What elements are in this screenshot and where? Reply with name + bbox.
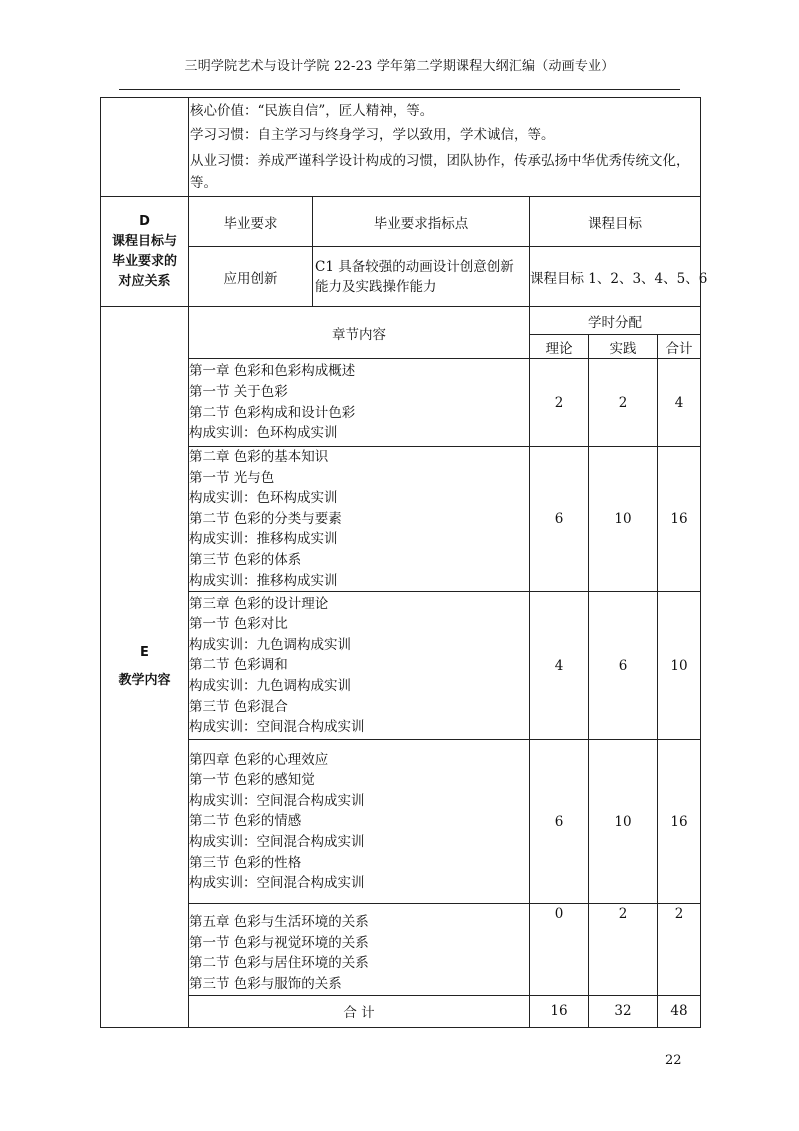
indicator-text: C1 具备较强的动画设计创意创新能力及实践操作能力: [315, 258, 514, 295]
chapter-line: 第二章 色彩的基本知识: [189, 449, 329, 465]
goals-cell: [530, 247, 708, 307]
chapter-content: [189, 592, 530, 740]
chapter-line: 第二节 色彩的情感: [189, 813, 302, 830]
chapter-line: 构成实训：空间混合构成实训: [189, 719, 365, 736]
value-line: 从业习惯：养成严谨科学设计构成的习惯，团队协作，传承弘扬中华优秀传统文化，等。: [190, 153, 690, 191]
chapter-line: 第二节 色彩的分类与要素: [189, 510, 342, 527]
total-header: 合计: [658, 335, 701, 359]
section-d-label-line: 课程目标与: [111, 233, 177, 249]
total-hours: 4: [658, 359, 701, 447]
indicator-cell: [313, 247, 530, 307]
chapter-line: 第三节 色彩的体系: [189, 551, 302, 568]
practice-hours: 10: [589, 447, 658, 592]
chapter-line: 第三章 色彩的设计理论: [189, 595, 329, 612]
total-practice: 32: [589, 995, 658, 1027]
page-header: 三明学院艺术与设计学院 22-23 学年第二学期课程大纲汇编（动画专业）: [184, 59, 615, 74]
total-theory: 16: [530, 995, 589, 1027]
value-line: 学习习惯：自主学习与终身学习，学以致用，学术诚信，等。: [190, 127, 555, 143]
theory-hours: 6: [530, 740, 589, 904]
requirement-cell: 应用创新: [189, 247, 313, 307]
hours-header: 学时分配: [530, 307, 701, 335]
chapter-line: 第二节 色彩构成和设计色彩: [189, 404, 356, 421]
chapter-line: 构成实训：色环构成实训: [189, 490, 338, 507]
total-hours: 10: [658, 592, 701, 740]
col-header-requirement: 毕业要求: [189, 197, 313, 247]
chapter-content: [189, 359, 530, 447]
chapter-row: [101, 447, 701, 592]
section-d-label-line: 毕业要求的: [111, 253, 177, 269]
chapter-row: [101, 592, 701, 740]
theory-hours: 4: [530, 592, 589, 740]
chapter-line: 第一节 色彩的感知觉: [189, 772, 315, 789]
total-label: 合 计: [189, 995, 530, 1027]
section-e-label-text: 教学内容: [118, 672, 171, 688]
chapter-line: 第四章 色彩的心理效应: [189, 751, 329, 768]
theory-hours: 2: [530, 359, 589, 447]
chapter-line: 构成实训：色环构成实训: [189, 425, 338, 442]
section-e-label: [101, 307, 189, 1028]
chapter-line: 第二节 色彩调和: [189, 657, 288, 674]
chapter-content: [189, 904, 530, 995]
section-d-label-line: 对应关系: [118, 273, 171, 289]
chapter-line: 构成实训：空间混合构成实训: [189, 875, 365, 892]
chapter-line: 构成实训：空间混合构成实训: [189, 833, 365, 850]
syllabus-table: [100, 97, 708, 1028]
chapter-line: 构成实训：九色调构成实训: [189, 636, 351, 653]
section-d-letter: D: [139, 213, 150, 229]
chapter-line: 第三节 色彩的性格: [189, 854, 302, 871]
section-d-label: [101, 197, 189, 307]
chapter-content: [189, 447, 530, 592]
chapter-line: 第一节 光与色: [189, 469, 275, 486]
total-sum: 48: [658, 995, 701, 1027]
chapter-row: [101, 740, 701, 904]
page-number: 22: [665, 1053, 682, 1068]
practice-header: 实践: [589, 335, 658, 359]
chapter-line: 第一节 关于色彩: [189, 383, 288, 400]
chapter-line: 构成实训：推移构成实训: [189, 572, 338, 589]
chapter-line: 构成实训：推移构成实训: [189, 531, 338, 548]
practice-hours: 6: [589, 592, 658, 740]
chapter-line: 构成实训：九色调构成实训: [189, 677, 351, 694]
practice-hours: 2: [589, 359, 658, 447]
goals-text: 课程目标 1、2、3、4、5、6: [530, 270, 708, 287]
values-label-cell: [101, 98, 189, 197]
chapter-row: [101, 904, 701, 995]
values-cell: [189, 98, 701, 197]
chapter-line: 第三节 色彩混合: [189, 698, 288, 715]
practice-hours: 2: [589, 904, 658, 995]
value-line: 核心价值：“民族自信”，匠人精神，等。: [190, 103, 434, 119]
theory-hours: 0: [530, 904, 589, 995]
total-row: [101, 995, 701, 1027]
chapter-line: 第二节 色彩与居住环境的关系: [189, 955, 369, 972]
total-hours: 2: [658, 904, 701, 995]
chapter-line: 第一章 色彩和色彩构成概述: [189, 363, 356, 380]
header-divider: [119, 89, 680, 90]
chapter-row: [101, 359, 701, 447]
total-hours: 16: [658, 740, 701, 904]
section-e-letter: E: [140, 644, 149, 660]
col-header-indicator: 毕业要求指标点: [313, 197, 530, 247]
chapter-content: [189, 740, 530, 904]
col-header-goals: 课程目标: [530, 197, 701, 247]
total-hours: 16: [658, 447, 701, 592]
chapter-content-header: 章节内容: [189, 307, 530, 359]
chapter-line: 构成实训：空间混合构成实训: [189, 792, 365, 809]
chapter-line: 第一节 色彩对比: [189, 616, 288, 633]
chapter-line: 第五章 色彩与生活环境的关系: [189, 914, 369, 931]
theory-header: 理论: [530, 335, 589, 359]
theory-hours: 6: [530, 447, 589, 592]
chapter-line: 第三节 色彩与服饰的关系: [189, 975, 342, 992]
practice-hours: 10: [589, 740, 658, 904]
chapter-line: 第一节 色彩与视觉环境的关系: [189, 934, 369, 951]
